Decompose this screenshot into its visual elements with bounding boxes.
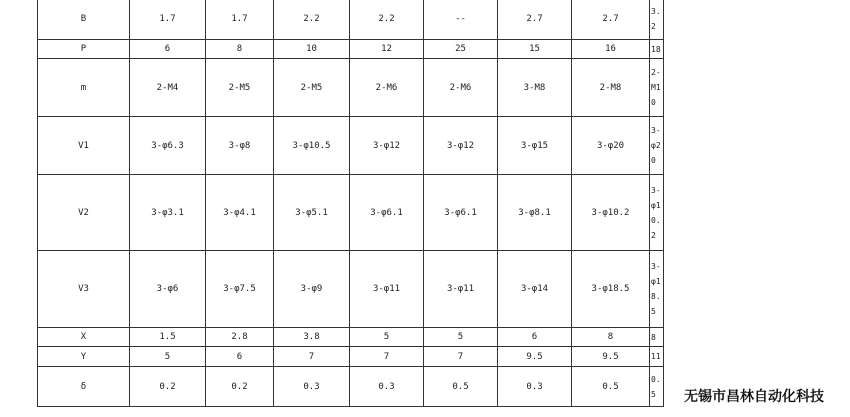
truncated-cell: 11 xyxy=(650,347,664,367)
table-cell: 3-φ18.5 xyxy=(572,251,650,328)
table-cell: 3-φ12 xyxy=(350,117,424,175)
table-row-v1 xyxy=(38,117,664,175)
table-cell: 2.8 xyxy=(206,328,274,347)
table-cell: 15 xyxy=(498,40,572,59)
table-cell: 6 xyxy=(130,40,206,59)
row-label: P xyxy=(38,40,130,59)
table-cell: 16 xyxy=(572,40,650,59)
truncated-cell: 3-φ20 xyxy=(650,117,664,175)
table-cell: 8 xyxy=(572,328,650,347)
table-cell: 3-φ5.1 xyxy=(274,175,350,251)
table-cell: 5 xyxy=(424,328,498,347)
table-cell: 6 xyxy=(498,328,572,347)
table-cell: 5 xyxy=(350,328,424,347)
table-cell: 3-φ6 xyxy=(130,251,206,328)
table-row-y xyxy=(38,347,664,367)
row-label: V3 xyxy=(38,251,130,328)
row-label: m xyxy=(38,59,130,117)
table-cell: 3-φ20 xyxy=(572,117,650,175)
table-row-v3 xyxy=(38,251,664,328)
truncated-cell: 2-M10 xyxy=(650,59,664,117)
truncated-cell: 8 xyxy=(650,328,664,347)
table-cell: 5 xyxy=(130,347,206,367)
table-cell: 3-φ3.1 xyxy=(130,175,206,251)
table-cell: 9.5 xyxy=(498,347,572,367)
table-cell: 2-M5 xyxy=(274,59,350,117)
table-row-v2 xyxy=(38,175,664,251)
table-cell: 0.2 xyxy=(130,367,206,407)
table-cell: 6 xyxy=(206,347,274,367)
spec-table xyxy=(37,0,664,407)
row-label: δ xyxy=(38,367,130,407)
table-cell: 3.8 xyxy=(274,328,350,347)
table-cell: 3-φ12 xyxy=(424,117,498,175)
table-cell: 3-φ6.1 xyxy=(350,175,424,251)
table-cell: 3-φ6.3 xyxy=(130,117,206,175)
table-cell: 3-φ15 xyxy=(498,117,572,175)
table-cell: 1.5 xyxy=(130,328,206,347)
row-label: V2 xyxy=(38,175,130,251)
table-cell: 3-φ14 xyxy=(498,251,572,328)
table-cell: 0.3 xyxy=(498,367,572,407)
table-cell: 10 xyxy=(274,40,350,59)
table-cell: 3-φ10.5 xyxy=(274,117,350,175)
table-cell: 0.2 xyxy=(206,367,274,407)
table-cell: 0.3 xyxy=(274,367,350,407)
table-cell: 2-M5 xyxy=(206,59,274,117)
table-cell: 3-φ7.5 xyxy=(206,251,274,328)
table-cell: 3-φ9 xyxy=(274,251,350,328)
table-row-p xyxy=(38,40,664,59)
row-label: X xyxy=(38,328,130,347)
table-cell: 2-M4 xyxy=(130,59,206,117)
table-cell: 3-φ11 xyxy=(350,251,424,328)
table-row-delta xyxy=(38,367,664,407)
spec-table-body xyxy=(38,0,664,407)
table-cell: 3-M8 xyxy=(498,59,572,117)
table-row-b xyxy=(38,0,664,40)
table-cell: 2.7 xyxy=(498,0,572,40)
truncated-cell: 3-φ10.2 xyxy=(650,175,664,251)
table-row-x xyxy=(38,328,664,347)
table-cell: 0.5 xyxy=(424,367,498,407)
table-cell: 7 xyxy=(350,347,424,367)
row-label: B xyxy=(38,0,130,40)
table-cell: 9.5 xyxy=(572,347,650,367)
table-cell: 2-M6 xyxy=(424,59,498,117)
table-cell: 3-φ4.1 xyxy=(206,175,274,251)
table-cell: 1.7 xyxy=(130,0,206,40)
table-cell: 25 xyxy=(424,40,498,59)
table-cell: 8 xyxy=(206,40,274,59)
table-cell: 3-φ10.2 xyxy=(572,175,650,251)
table-cell: 3-φ8 xyxy=(206,117,274,175)
table-row-m xyxy=(38,59,664,117)
table-cell: 7 xyxy=(424,347,498,367)
table-cell: 12 xyxy=(350,40,424,59)
table-cell: 1.7 xyxy=(206,0,274,40)
truncated-cell: 0.5 xyxy=(650,367,664,407)
table-cell: 0.3 xyxy=(350,367,424,407)
row-label: V1 xyxy=(38,117,130,175)
table-cell: 2-M6 xyxy=(350,59,424,117)
table-cell: 3-φ6.1 xyxy=(424,175,498,251)
table-cell: 3-φ8.1 xyxy=(498,175,572,251)
truncated-cell: 3-φ18.5 xyxy=(650,251,664,328)
table-cell: 2-M8 xyxy=(572,59,650,117)
table-cell: 7 xyxy=(274,347,350,367)
table-cell: 2.2 xyxy=(274,0,350,40)
row-label: Y xyxy=(38,347,130,367)
truncated-cell: 3.2 xyxy=(650,0,664,40)
company-name: 无锡市昌林自动化科技 xyxy=(684,389,824,405)
table-cell: 2.2 xyxy=(350,0,424,40)
table-cell: -- xyxy=(424,0,498,40)
truncated-cell: 18 xyxy=(650,40,664,59)
table-cell: 0.5 xyxy=(572,367,650,407)
table-cell: 3-φ11 xyxy=(424,251,498,328)
table-cell: 2.7 xyxy=(572,0,650,40)
